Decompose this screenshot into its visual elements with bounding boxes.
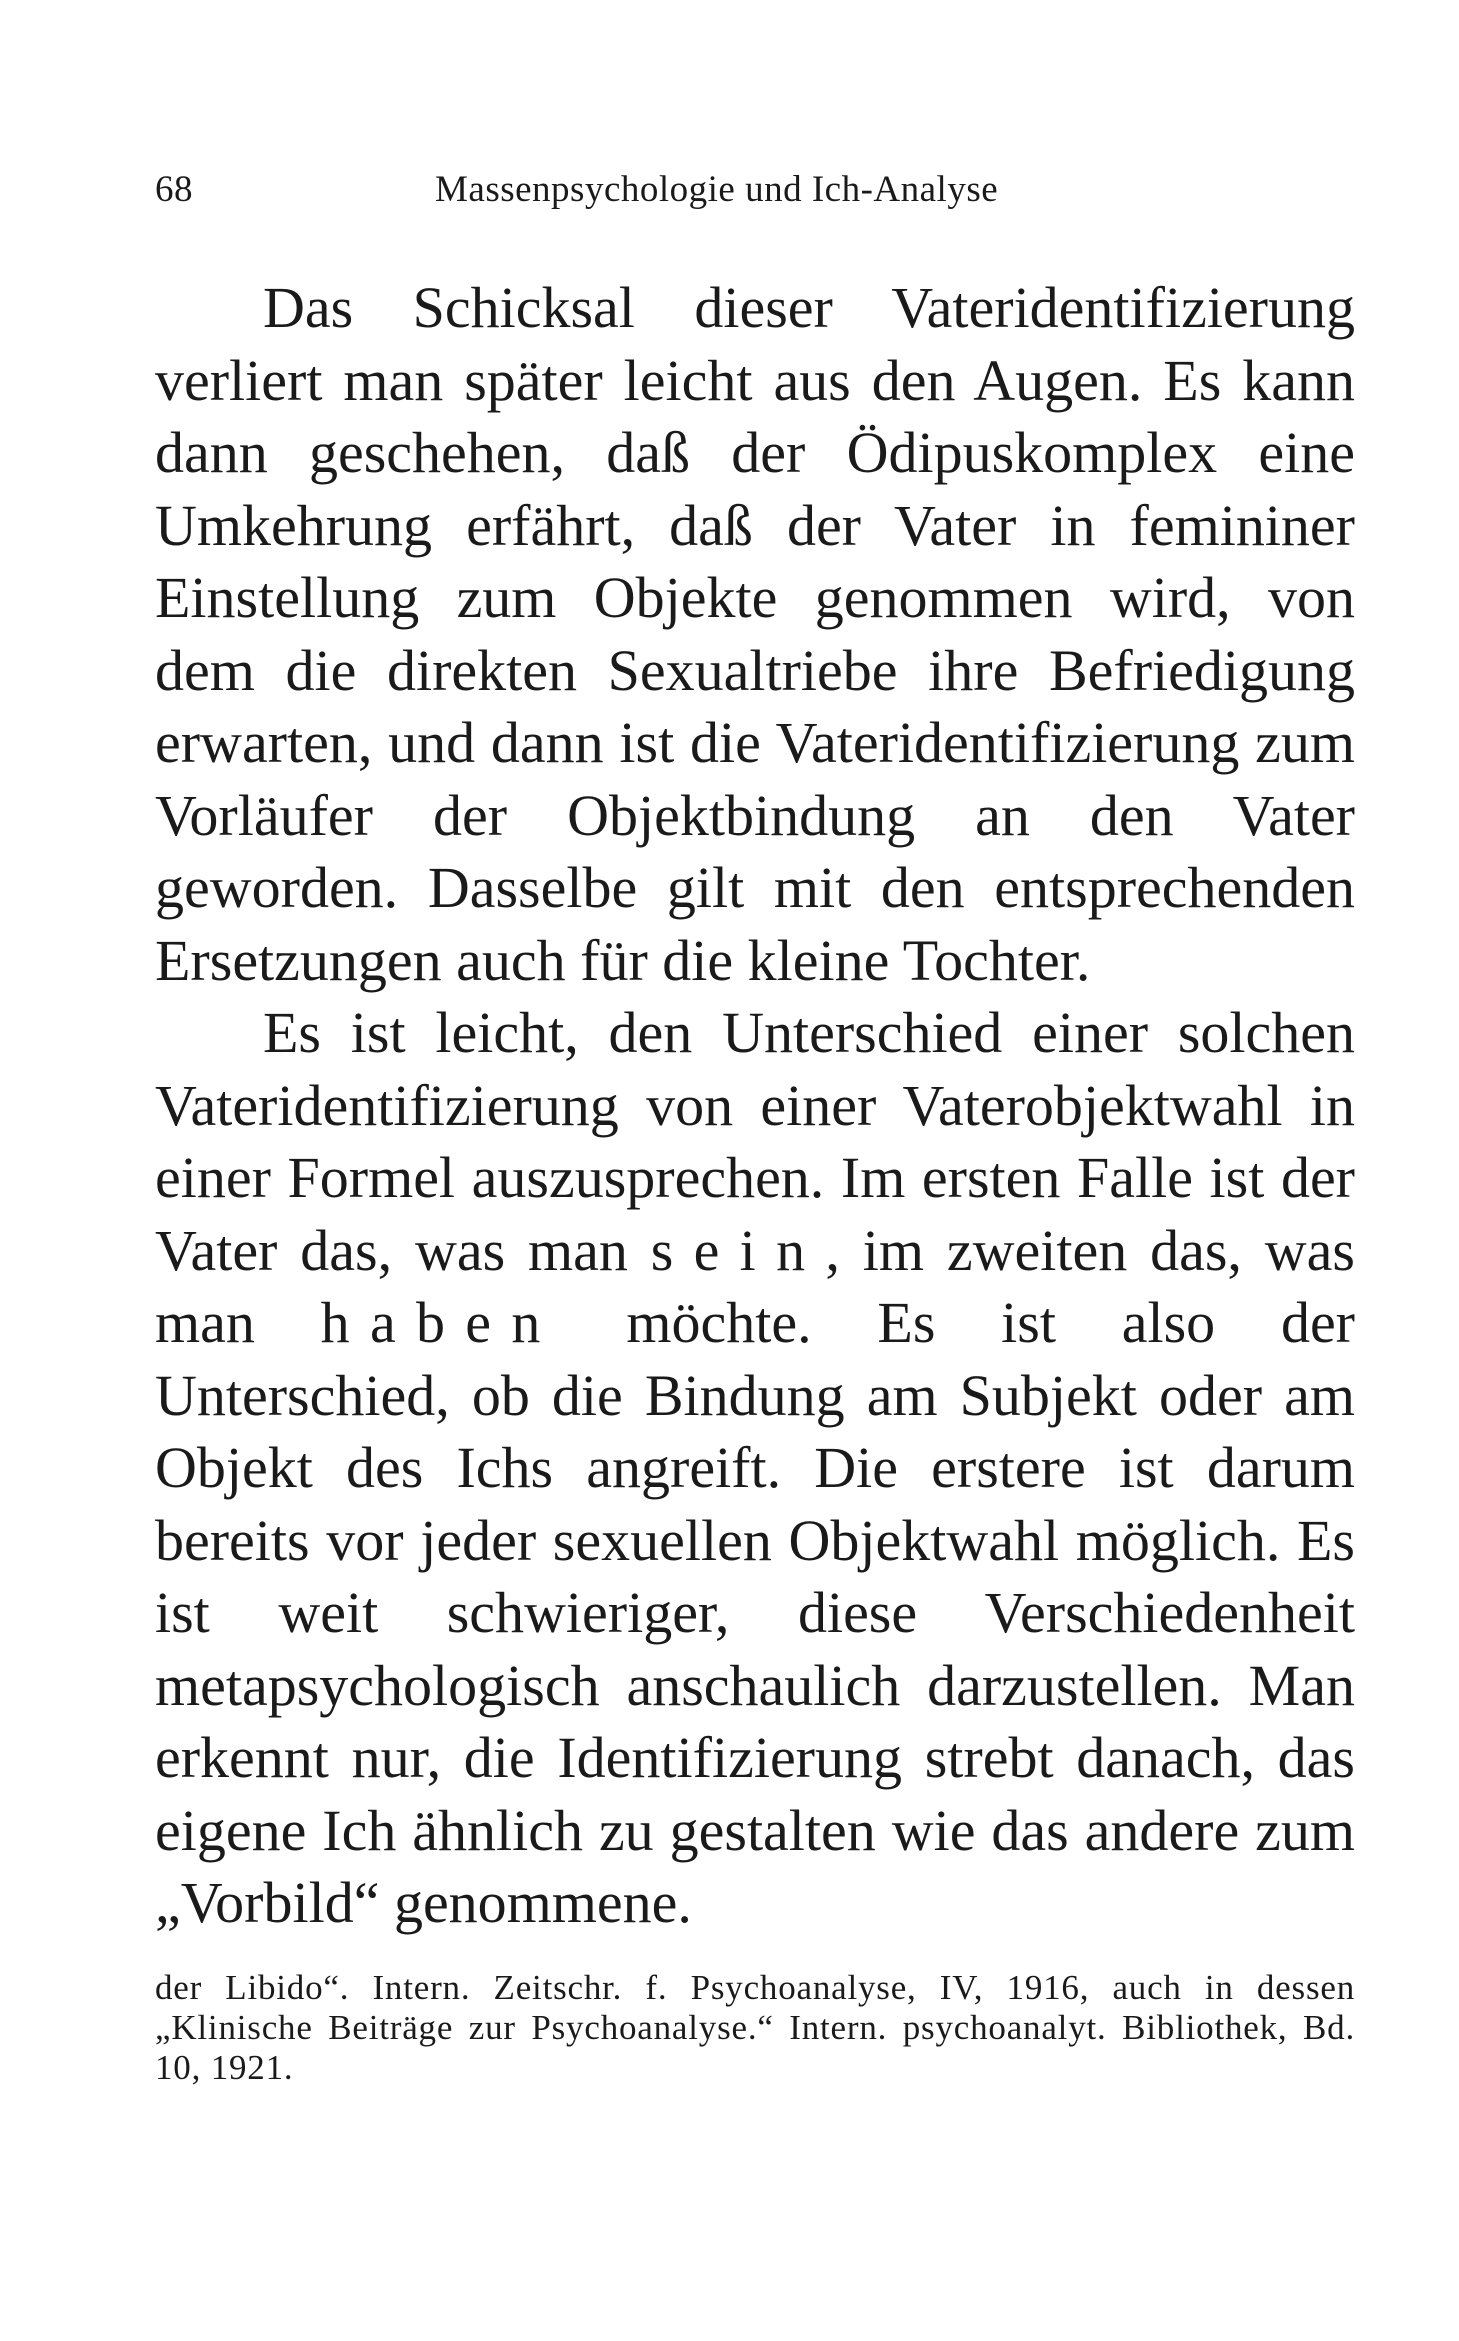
emphasis-haben: haben	[320, 1290, 561, 1355]
footnote: der Libido“. Intern. Zeitschr. f. Psychoanalyse, IV, 1916, auch in dessen „Klinische Beiträge zur Psychoanalyse.“ Intern. psychoanalyt. Bibliothek, Bd. 10, 1921.	[155, 1968, 1355, 2087]
main-text	[155, 272, 1355, 1940]
paragraph-2	[155, 997, 1355, 1940]
page-header	[155, 168, 1355, 228]
paragraph-2-text-c: möchte. Es ist also der Unterschied, ob die Bindung am Subjekt oder am Objekt des Ichs angreift. Die erstere ist darum bereits vor jeder sexuellen Objektwahl möglich. Es ist weit schwieriger, diese Verschiedenheit metapsychologisch anschaulich darzustellen. Man erkennt nur, die Identifizierung strebt danach, das eigene Ich ähnlich zu gestalten wie das andere zum „Vorbild“ genommene.	[155, 1290, 1355, 1935]
paragraph-2-text-b: , im zweiten das, was man	[155, 1217, 1356, 1355]
page-number: 68	[155, 169, 193, 210]
emphasis-sein: sein	[650, 1217, 826, 1283]
paragraph-2-text-a: Es ist leicht, den Unterschied einer solchen Vateridentifizierung von einer Vaterobjektwahl in einer Formel auszusprechen. Im ersten Falle ist der Vater das, was man	[155, 1000, 1355, 1283]
running-title: Massenpsychologie und Ich-Analyse	[435, 169, 999, 210]
paragraph-1: Das Schicksal dieser Vateridentifizierung verliert man später leicht aus den Augen. Es kann dann geschehen, daß der Ödipuskomplex eine Umkehrung erfährt, daß der Vater in femininer Einstellung zum Objekte genommen wird, von dem die direkten Sexualtriebe ihre Befriedigung erwarten, und dann ist die Vateridentifizierung zum Vorläufer der Objektbindung an den Vater geworden. Dasselbe gilt mit den entsprechenden Ersetzungen auch für die kleine Tochter.	[155, 275, 1355, 993]
